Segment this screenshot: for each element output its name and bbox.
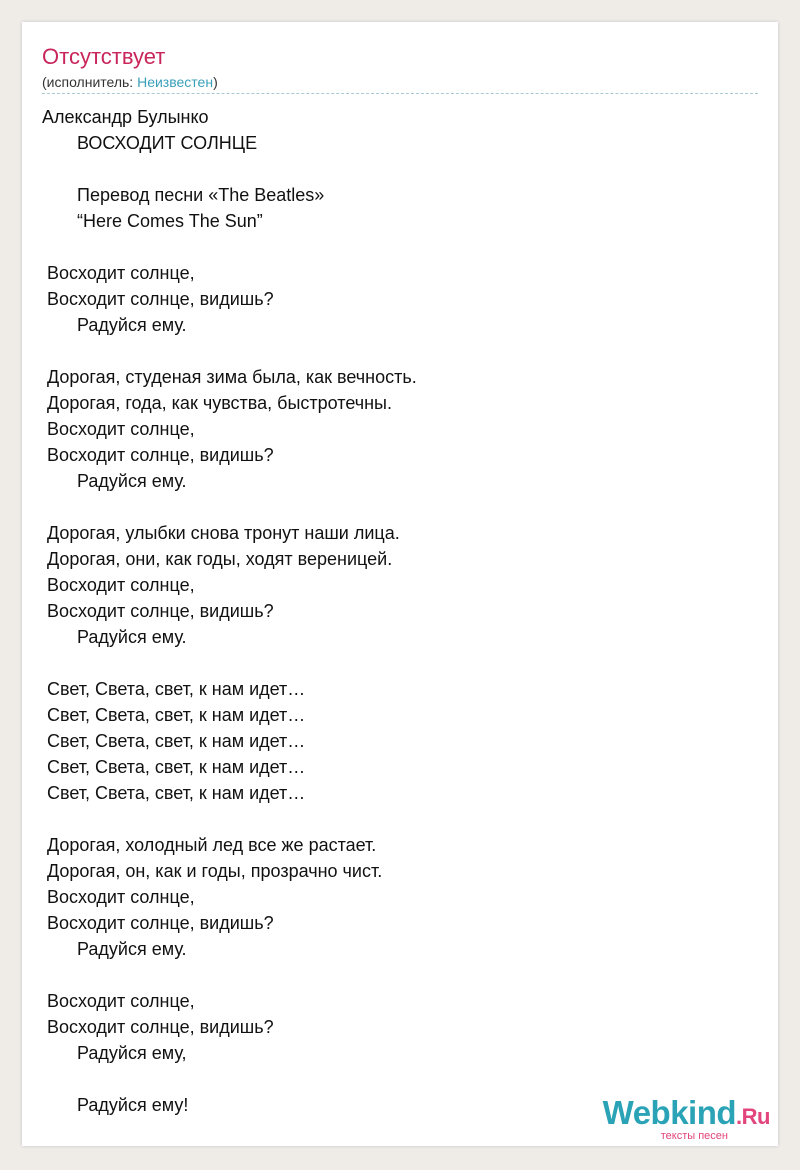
song-title: Отсутствует xyxy=(42,44,166,69)
artist-link[interactable]: Неизвестен xyxy=(137,74,214,90)
artist-suffix: ) xyxy=(213,74,218,90)
artist-prefix: (исполнитель: xyxy=(42,74,138,90)
lyrics-text: Александр Булынко ВОСХОДИТ СОЛНЦЕ Перевод песни «The Beatles» “Here Comes The Sun” Восходит солнце, Восходит солнце, видишь? Радуйся ему. Дорогая, студеная зима была, как вечность. Дорогая, года, как чувства, быстротечны. Восходит солнце, Восходит солнце, видишь? Радуйся ему. Дорогая, улыбки снова тронут наши лица. Дорогая, они, как годы, ходят вереницей. Восходит солнце, Восходит солнце, видишь? Радуйся ему. Свет, Света, свет, к нам идет… Свет, Света, свет, к нам идет… Свет, Света, свет, к нам идет… Свет, Света, свет, к нам идет… Свет, Света, свет, к нам идет… Дорогая, холодный лед все же растает. Дорогая, он, как и годы, прозрачно чист. Восходит солнце, Восходит солнце, видишь? Радуйся ему. Восходит солнце, Восходит солнце, видишь? Радуйся ему, Радуйся ему! xyxy=(42,107,417,1115)
logo-tagline: тексты песен xyxy=(660,1130,728,1142)
lyrics-card xyxy=(22,22,778,1146)
artist-line xyxy=(42,73,218,91)
logo-wordmark xyxy=(603,1096,770,1134)
logo-main: Webkind xyxy=(602,1094,737,1131)
logo-domain: .Ru xyxy=(736,1104,770,1129)
divider xyxy=(42,93,758,94)
site-logo[interactable] xyxy=(603,1096,770,1142)
